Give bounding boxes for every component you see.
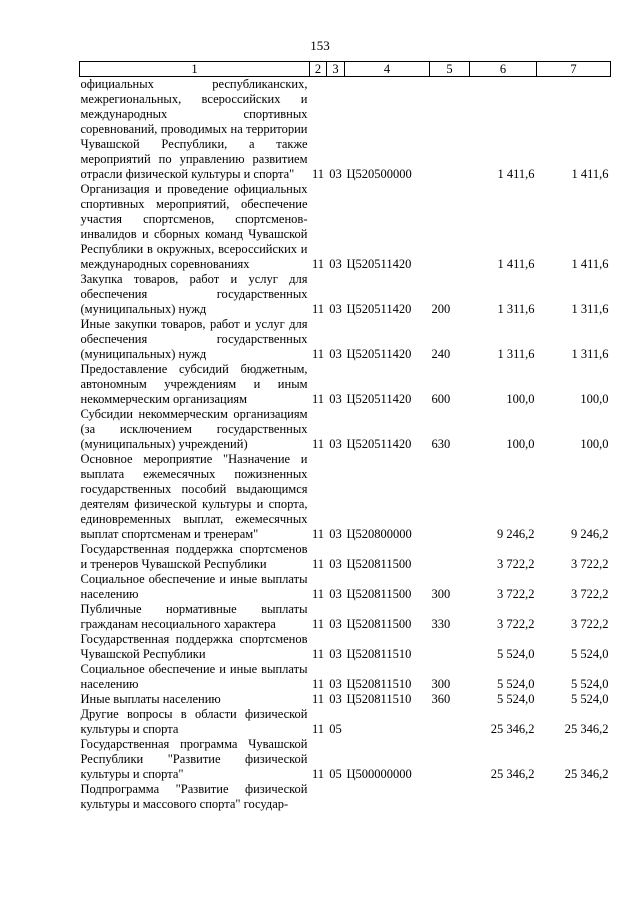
table-row — [80, 452, 611, 542]
row-amount-1: 1 411,6 — [497, 167, 535, 181]
row-amount-1 — [470, 782, 537, 812]
row-amount-2: 100,0 — [580, 392, 609, 406]
row-expense-type: 200 — [431, 302, 451, 316]
row-expense-type — [430, 707, 470, 737]
row-expense-type — [430, 782, 470, 812]
row-target-article: Ц520811510 — [346, 692, 412, 706]
row-description: Иные закупки товаров, работ и услуг для обеспечения государственных (муниципальных) нужд — [80, 317, 308, 361]
row-description: Другие вопросы в области физической культуры и спорта — [80, 707, 308, 736]
row-expense-type — [430, 632, 470, 662]
row-amount-2: 100,0 — [580, 437, 609, 451]
row-subsection-code: 03 — [329, 647, 342, 661]
row-description: Публичные нормативные выплаты гражданам несоциального характера — [80, 602, 308, 631]
table-row — [80, 407, 611, 452]
row-section-code: 11 — [311, 302, 325, 316]
row-target-article: Ц520511420 — [346, 302, 412, 316]
row-description: Предоставление субсидий бюджетным, автономным учреждениям и иным некоммерческим организациям — [80, 362, 308, 406]
row-subsection-code: 03 — [329, 167, 342, 181]
table-row — [80, 77, 611, 183]
row-subsection-code: 03 — [329, 617, 342, 631]
row-amount-2: 9 246,2 — [571, 527, 609, 541]
row-subsection-code: 05 — [329, 767, 342, 781]
row-description: Социальное обеспечение и иные выплаты населению — [80, 572, 308, 601]
table-row — [80, 782, 611, 812]
table-body — [80, 77, 611, 813]
row-subsection-code: 03 — [329, 527, 342, 541]
row-expense-type — [430, 737, 470, 782]
table-row — [80, 572, 611, 602]
table-header — [80, 62, 611, 77]
row-subsection-code: 03 — [329, 677, 342, 691]
row-expense-type: 330 — [431, 617, 451, 631]
row-subsection-code: 03 — [329, 437, 342, 451]
row-amount-1: 100,0 — [506, 437, 535, 451]
row-subsection-code: 05 — [329, 722, 342, 736]
row-amount-1: 1 311,6 — [497, 302, 535, 316]
row-expense-type — [430, 77, 470, 183]
row-amount-2: 1 411,6 — [571, 167, 609, 181]
row-description: Государственная поддержка спортсменов и тренеров Чувашской Республики — [80, 542, 308, 571]
row-target-article: Ц520500000 — [346, 167, 412, 181]
row-amount-1: 25 346,2 — [490, 722, 535, 736]
row-amount-2: 1 411,6 — [571, 257, 609, 271]
table-row — [80, 707, 611, 737]
row-amount-2 — [537, 782, 611, 812]
row-amount-1: 3 722,2 — [497, 587, 535, 601]
row-description: Подпрограмма "Развитие физической культуры и массового спорта" государ- — [80, 782, 308, 811]
row-amount-1: 100,0 — [506, 392, 535, 406]
row-amount-1: 5 524,0 — [497, 692, 535, 706]
row-subsection-code — [327, 782, 345, 812]
row-description: Социальное обеспечение и иные выплаты населению — [80, 662, 308, 691]
column-header: 1 — [80, 62, 310, 77]
row-description: Государственная поддержка спортсменов Чувашской Республики — [80, 632, 308, 661]
row-amount-1: 25 346,2 — [490, 767, 535, 781]
table-row — [80, 692, 611, 707]
column-header: 7 — [537, 62, 611, 77]
row-amount-1: 3 722,2 — [497, 557, 535, 571]
row-section-code: 11 — [311, 437, 325, 451]
row-target-article: Ц520811500 — [346, 587, 412, 601]
row-amount-2: 25 346,2 — [564, 767, 609, 781]
row-section-code: 11 — [311, 167, 325, 181]
row-subsection-code: 03 — [329, 392, 342, 406]
row-expense-type: 600 — [431, 392, 451, 406]
row-section-code — [310, 782, 327, 812]
row-amount-1: 5 524,0 — [497, 647, 535, 661]
budget-table — [79, 61, 611, 812]
row-description: Организация и проведение официальных спортивных мероприятий, обеспечение участия спортсменов, спортсменов-инвалидов и сборных команд Чувашской Республики в окружных, всероссийских и международных соревнованиях — [80, 182, 308, 271]
row-section-code: 11 — [311, 722, 325, 736]
table-row — [80, 272, 611, 317]
row-expense-type: 240 — [431, 347, 451, 361]
row-expense-type — [430, 182, 470, 272]
table-row — [80, 182, 611, 272]
row-amount-2: 5 524,0 — [571, 677, 609, 691]
table-row — [80, 362, 611, 407]
row-section-code: 11 — [311, 767, 325, 781]
row-target-article: Ц520511420 — [346, 437, 412, 451]
column-header: 5 — [430, 62, 470, 77]
row-expense-type — [430, 542, 470, 572]
row-section-code: 11 — [311, 587, 325, 601]
column-header: 4 — [345, 62, 430, 77]
row-amount-2: 3 722,2 — [571, 617, 609, 631]
row-target-article: Ц520511420 — [346, 257, 412, 271]
row-amount-1: 3 722,2 — [497, 617, 535, 631]
row-expense-type: 360 — [431, 692, 451, 706]
row-expense-type: 300 — [431, 677, 451, 691]
row-amount-1: 1 311,6 — [497, 347, 535, 361]
row-amount-2: 1 311,6 — [571, 302, 609, 316]
row-subsection-code: 03 — [329, 347, 342, 361]
row-subsection-code: 03 — [329, 557, 342, 571]
row-expense-type: 630 — [431, 437, 451, 451]
table-row — [80, 542, 611, 572]
row-target-article: Ц520811510 — [346, 677, 412, 691]
page-number: 153 — [310, 38, 330, 53]
row-section-code: 11 — [311, 692, 325, 706]
table-row — [80, 602, 611, 632]
row-target-article: Ц500000000 — [346, 767, 412, 781]
row-section-code: 11 — [311, 617, 325, 631]
row-description: Иные выплаты населению — [80, 692, 221, 706]
row-target-article: Ц520811510 — [346, 647, 412, 661]
row-section-code: 11 — [311, 257, 325, 271]
row-amount-2: 5 524,0 — [571, 692, 609, 706]
row-description: Основное мероприятие "Назначение и выплата ежемесячных пожизненных государственных пособий выдающимся деятелям физической культуры и спорта, единовременных выплат, ежемесячных выплат спортсменам и тренерам" — [80, 452, 308, 541]
row-target-article — [345, 707, 430, 737]
row-amount-2: 5 524,0 — [571, 647, 609, 661]
row-subsection-code: 03 — [329, 587, 342, 601]
row-amount-1: 1 411,6 — [497, 257, 535, 271]
row-amount-1: 9 246,2 — [497, 527, 535, 541]
row-section-code: 11 — [311, 527, 325, 541]
row-target-article: Ц520511420 — [346, 347, 412, 361]
table-row — [80, 317, 611, 362]
row-section-code: 11 — [311, 392, 325, 406]
row-subsection-code: 03 — [329, 692, 342, 706]
column-header: 2 — [310, 62, 327, 77]
row-amount-2: 3 722,2 — [571, 557, 609, 571]
table-row — [80, 632, 611, 662]
row-subsection-code: 03 — [329, 257, 342, 271]
row-description: Государственная программа Чувашской Республики "Развитие физической культуры и спорта" — [80, 737, 308, 781]
row-target-article: Ц520811500 — [346, 617, 412, 631]
row-subsection-code: 03 — [329, 302, 342, 316]
row-section-code: 11 — [311, 347, 325, 361]
row-section-code: 11 — [311, 677, 325, 691]
row-amount-2: 1 311,6 — [571, 347, 609, 361]
row-expense-type — [430, 452, 470, 542]
row-target-article: Ц520511420 — [346, 392, 412, 406]
row-description: официальных республиканских, межрегиональных, всероссийских и международных спортивных соревнований, проводимых на территории Чувашской Республики, а также мероприятий по управлению развитием отрасли физической культуры и спорта" — [80, 77, 308, 181]
row-description: Субсидии некоммерческим организациям (за исключением государственных (муниципальных) учреждений) — [80, 407, 308, 451]
row-section-code: 11 — [311, 647, 325, 661]
row-expense-type: 300 — [431, 587, 451, 601]
column-header: 6 — [470, 62, 537, 77]
row-amount-2: 25 346,2 — [564, 722, 609, 736]
row-section-code: 11 — [311, 557, 325, 571]
column-header: 3 — [327, 62, 345, 77]
row-description: Закупка товаров, работ и услуг для обеспечения государственных (муниципальных) нужд — [80, 272, 308, 316]
table-row — [80, 662, 611, 692]
row-target-article: Ц520800000 — [346, 527, 412, 541]
row-target-article: Ц520811500 — [346, 557, 412, 571]
row-target-article — [345, 782, 430, 812]
row-amount-2: 3 722,2 — [571, 587, 609, 601]
table-row — [80, 737, 611, 782]
row-amount-1: 5 524,0 — [497, 677, 535, 691]
